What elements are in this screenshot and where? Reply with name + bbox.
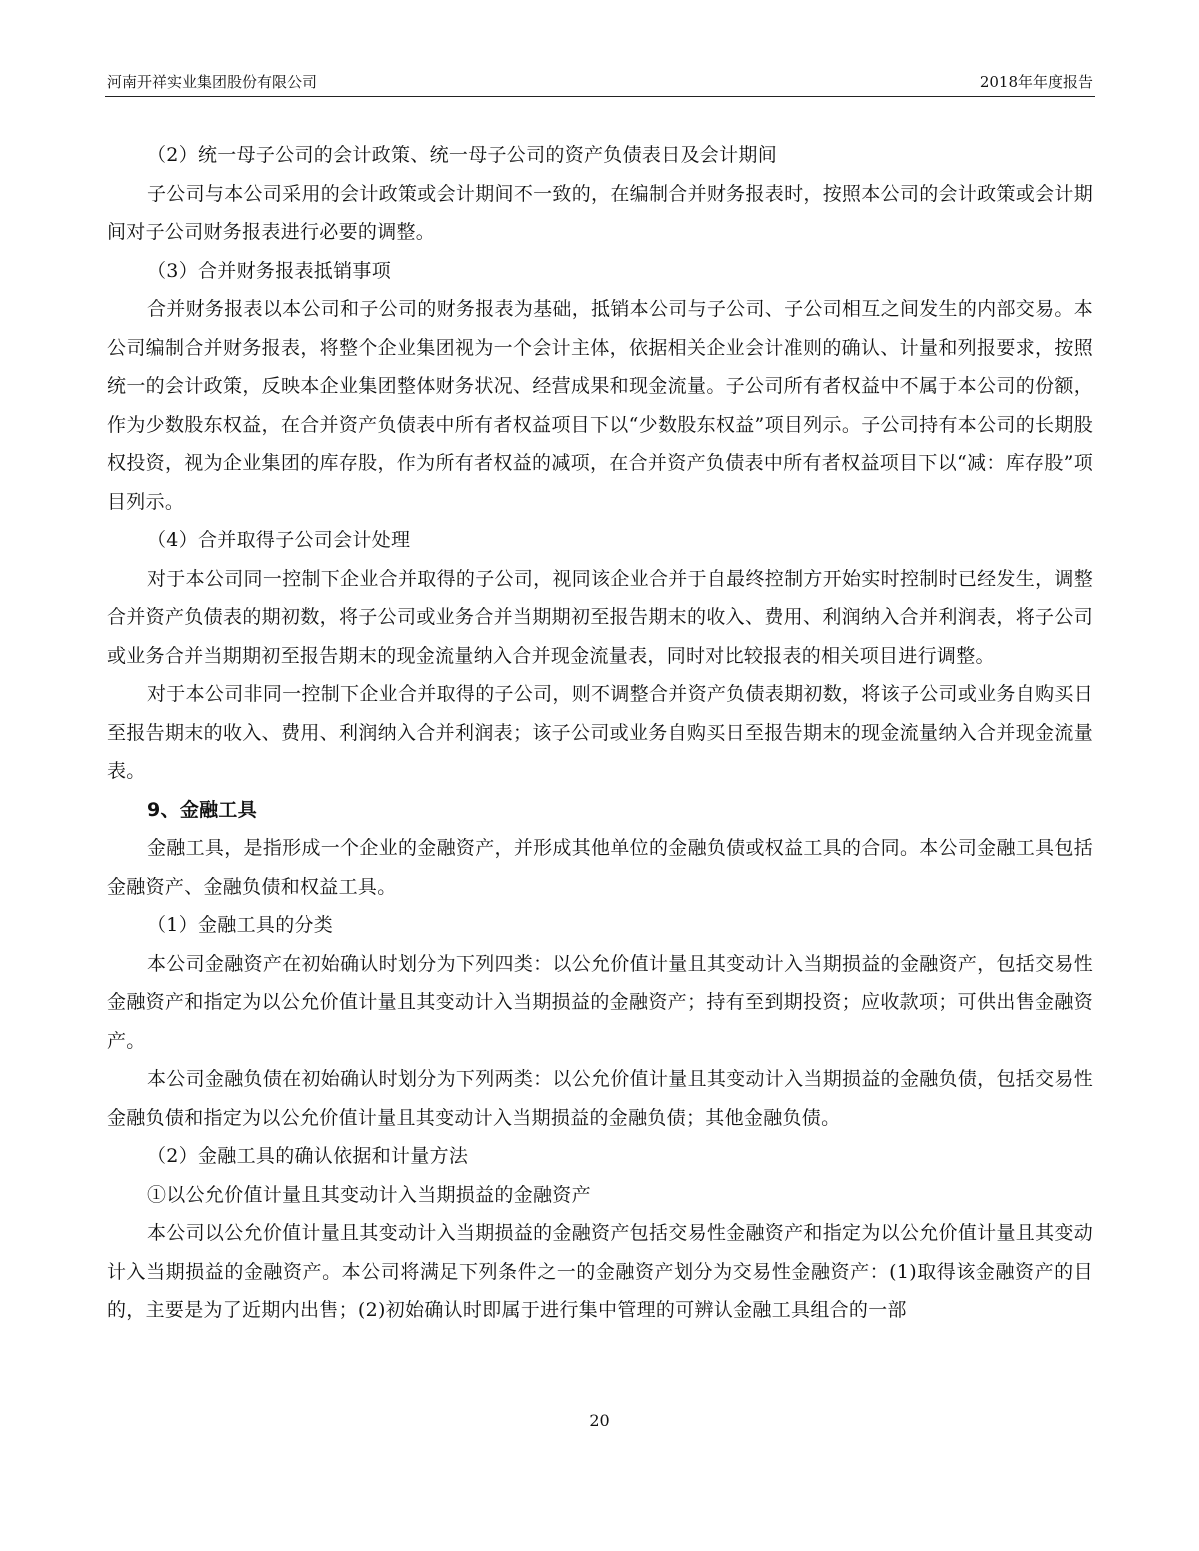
- subheading-classification: （1）金融工具的分类: [147, 914, 334, 936]
- subheading-acquisition: （4）合并取得子公司会计处理: [147, 529, 411, 551]
- paragraph-fvtpl-assets: 本公司以公允价值计量且其变动计入当期损益的金融资产包括交易性金融资产和指定为以公允价值计量且其变动计入当期损益的金融资产。本公司将满足下列条件之一的金融资产划分为交易性金融资产：(1)取得该金融资产的目的，主要是为了近期内出售；(2)初始确认时即属于进行集中管理的可辨认金融工具组合的一部: [107, 1222, 1093, 1321]
- page-number: 20: [589, 1411, 610, 1430]
- section-heading-financial-instruments: 9、金融工具: [147, 798, 258, 821]
- paragraph-financial-assets-classification: 本公司金融资产在初始确认时划分为下列四类：以公允价值计量且其变动计入当期损益的金融资产，包括交易性金融资产和指定为以公允价值计量且其变动计入当期损益的金融资产；持有至到期投资；应收款项；可供出售金融资产。: [107, 952, 1093, 1052]
- paragraph-same-control: 对于本公司同一控制下企业合并取得的子公司，视同该企业合并于自最终控制方开始实时控制时已经发生，调整合并资产负债表的期初数，将子公司或业务合并当期期初至报告期末的收入、费用、利润纳入合并利润表，将子公司或业务合并当期期初至报告期末的现金流量纳入合并现金流量表，同时对比较报表的相关项目进行调整。: [107, 567, 1093, 667]
- subheading-recognition-measurement: （2）金融工具的确认依据和计量方法: [147, 1145, 469, 1167]
- subheading-fvtpl-assets: ①以公允价值计量且其变动计入当期损益的金融资产: [147, 1183, 591, 1206]
- paragraph-elimination: 合并财务报表以本公司和子公司的财务报表为基础，抵销本公司与子公司、子公司相互之间发生的内部交易。本公司编制合并财务报表，将整个企业集团视为一个会计主体，依据相关企业会计准则的确认、计量和列报要求，按照统一的会计政策，反映本企业集团整体财务状况、经营成果和现金流量。子公司所有者权益中不属于本公司的份额，作为少数股东权益，在合并资产负债表中所有者权益项目下以“少数股东权益”项目列示。子公司持有本公司的长期股权投资，视为企业集团的库存股，作为所有者权益的减项，在合并资产负债表中所有者权益项目下以“减：库存股”项目列示。: [107, 298, 1093, 513]
- company-name: 河南开祥实业集团股份有限公司: [107, 73, 318, 91]
- paragraph-consistency: 子公司与本公司采用的会计政策或会计期间不一致的，在编制合并财务报表时，按照本公司的会计政策或会计期间对子公司财务报表进行必要的调整。: [107, 182, 1093, 243]
- paragraph-financial-liabilities-classification: 本公司金融负债在初始确认时划分为下列两类：以公允价值计量且其变动计入当期损益的金融负债，包括交易性金融负债和指定为以公允价值计量且其变动计入当期损益的金融负债；其他金融负债。: [107, 1068, 1093, 1129]
- paragraph-non-same-control: 对于本公司非同一控制下企业合并取得的子公司，则不调整合并资产负债表期初数，将该子公司或业务自购买日至报告期末的收入、费用、利润纳入合并利润表；该子公司或业务自购买日至报告期末的现金流量纳入合并现金流量表。: [107, 683, 1093, 782]
- subheading-consistency: （2）统一母子公司的会计政策、统一母子公司的资产负债表日及会计期间: [147, 144, 777, 166]
- document-body: [107, 136, 1093, 1330]
- page-header: [105, 70, 1095, 97]
- paragraph-financial-instruments-definition: 金融工具，是指形成一个企业的金融资产，并形成其他单位的金融负债或权益工具的合同。本公司金融工具包括金融资产、金融负债和权益工具。: [107, 837, 1093, 898]
- report-title: 2018年年度报告: [979, 73, 1093, 91]
- subheading-elimination: （3）合并财务报表抵销事项: [147, 259, 391, 282]
